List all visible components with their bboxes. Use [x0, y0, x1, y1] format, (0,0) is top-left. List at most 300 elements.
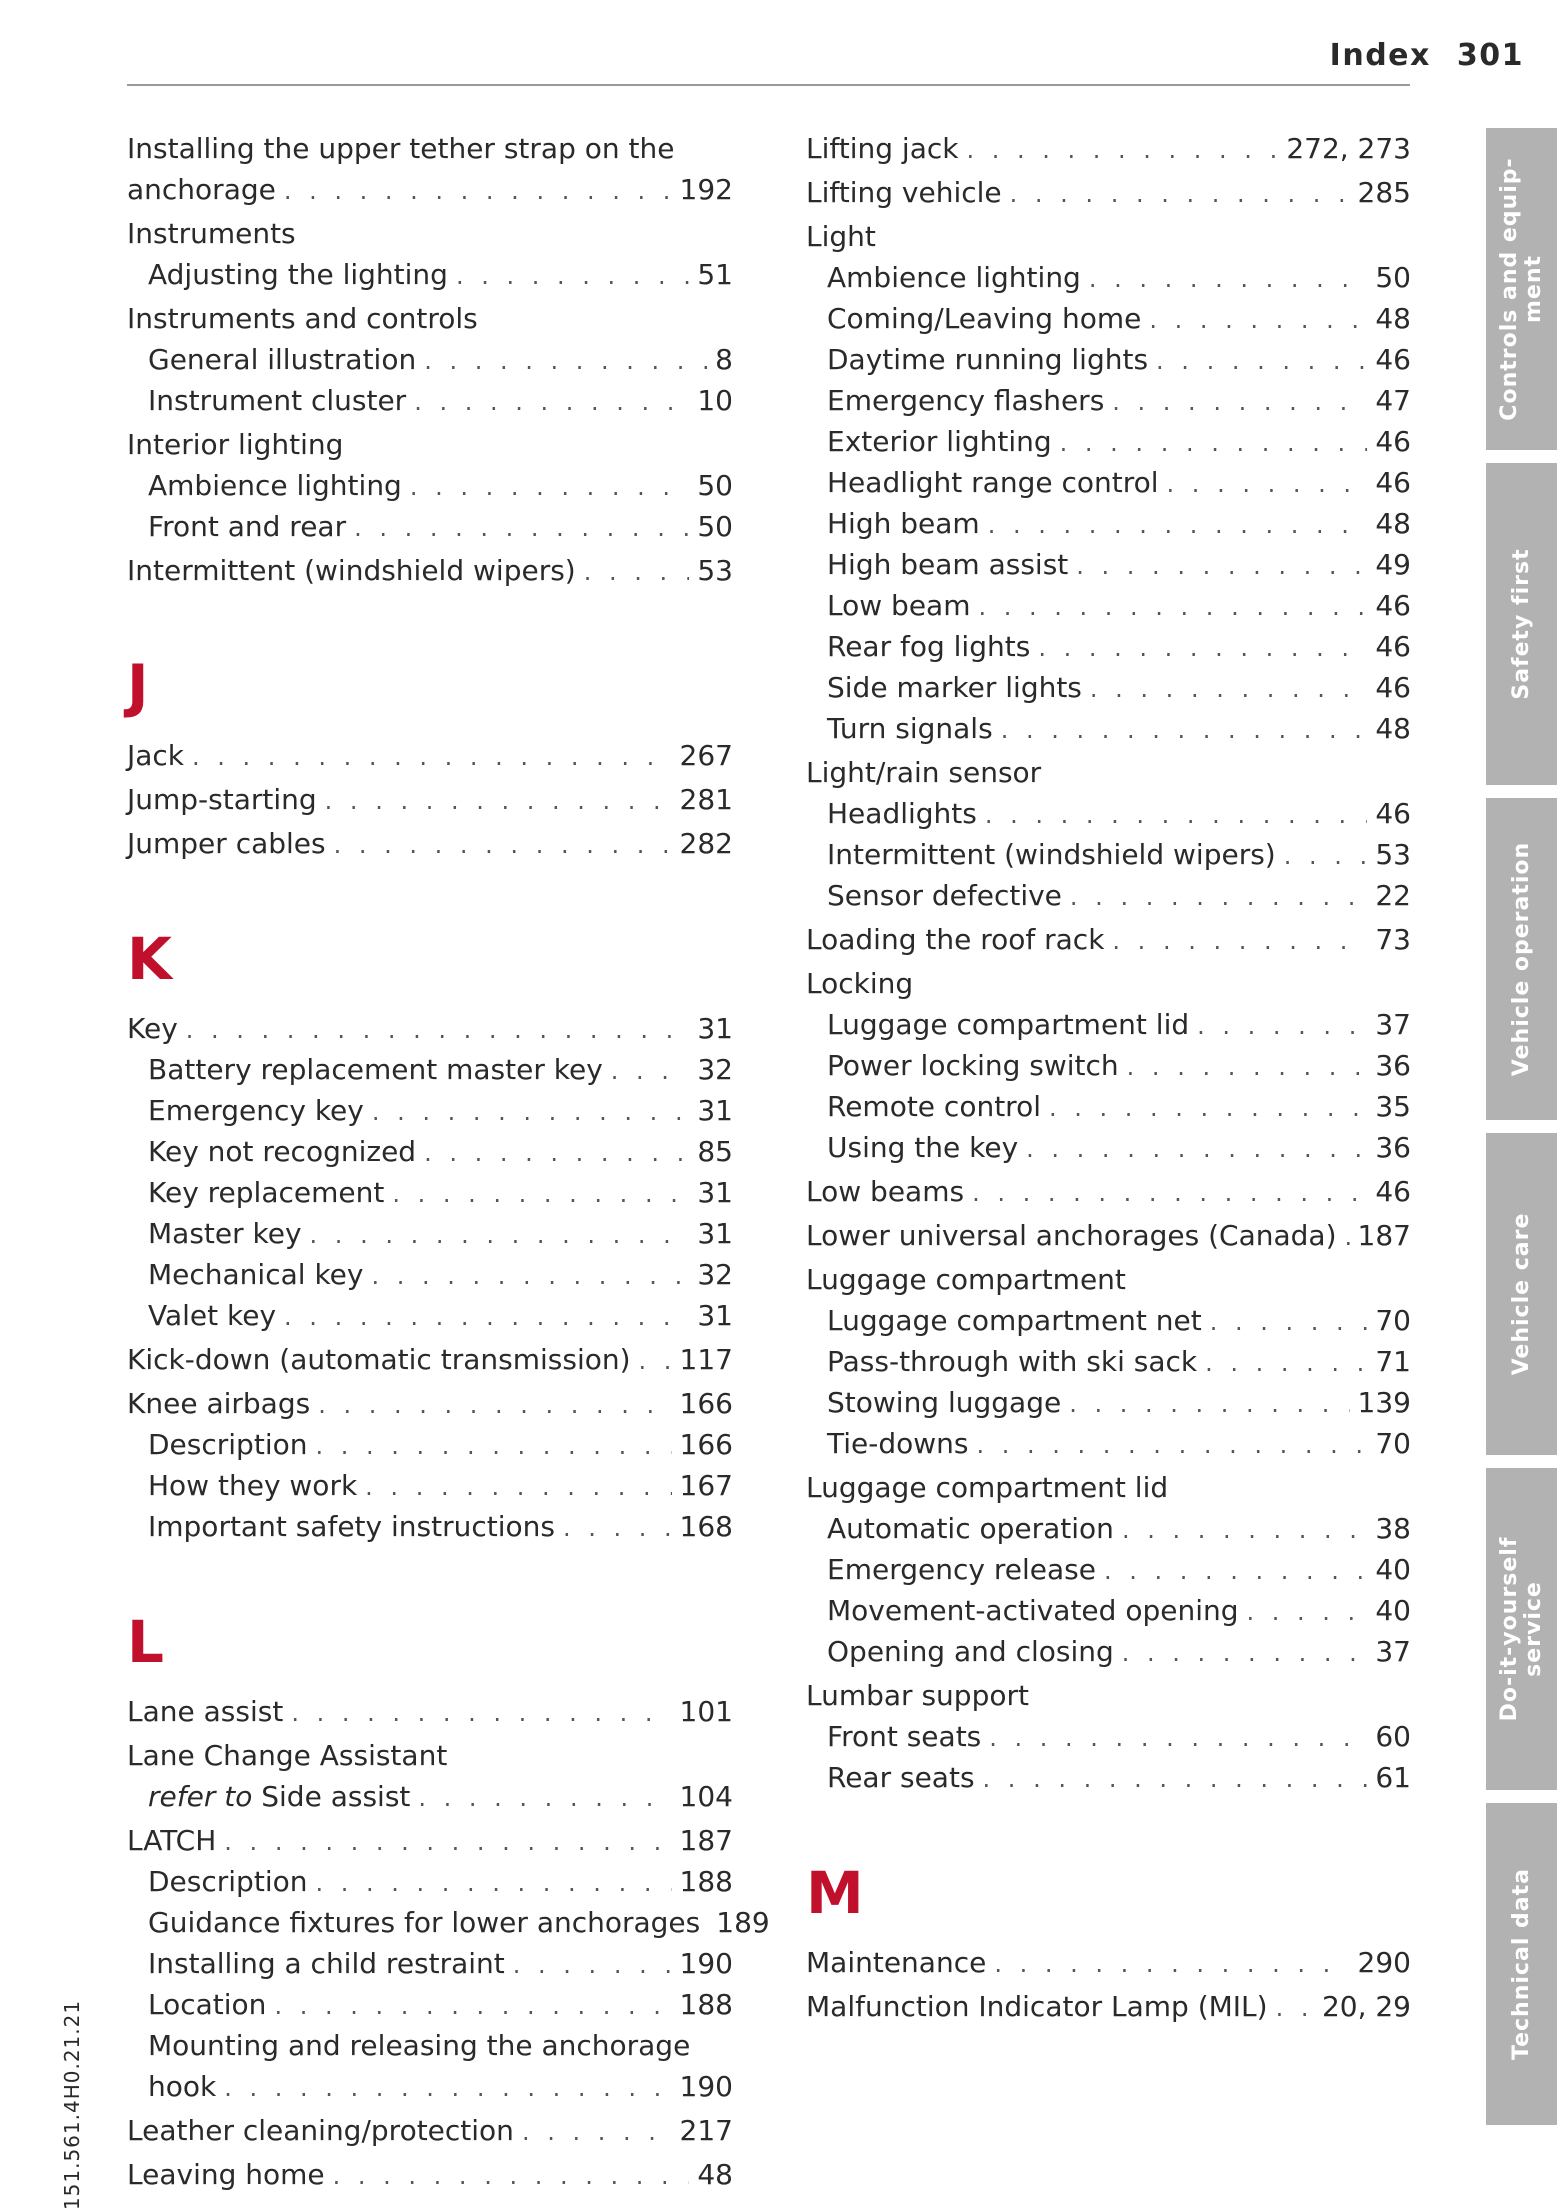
dot-leader	[410, 467, 690, 508]
dot-leader	[333, 2156, 690, 2197]
index-subentry	[806, 544, 1411, 585]
page-reference[interactable]: 285	[1357, 176, 1411, 209]
dot-leader	[372, 1092, 690, 1133]
page-reference[interactable]: 60	[1375, 1720, 1411, 1753]
index-subentry	[127, 1943, 733, 1984]
dot-leader	[1010, 174, 1350, 215]
index-subentry	[127, 1049, 733, 1090]
dot-leader	[1104, 1551, 1367, 1592]
page-reference[interactable]: 35	[1375, 1090, 1411, 1123]
index-entry	[806, 1259, 1411, 1300]
entry-label: Low beam	[827, 589, 971, 622]
entry-label: Intermittent (windshield wipers)	[127, 554, 576, 587]
index-subentry	[127, 1090, 733, 1131]
dot-leader	[186, 1010, 690, 1051]
dot-leader	[1284, 836, 1368, 877]
entry-label: Side marker lights	[827, 671, 1082, 704]
dot-leader	[1038, 628, 1367, 669]
dot-leader	[274, 1986, 671, 2027]
index-subentry	[806, 421, 1411, 462]
entry-label: Power locking switch	[827, 1049, 1119, 1082]
page-reference[interactable]: 290	[1357, 1946, 1411, 1979]
side-tab-label: Technical data	[1508, 1868, 1534, 2060]
index-subentry	[127, 1776, 733, 1817]
entry-label: Turn signals	[827, 712, 993, 745]
entry-label: Guidance fixtures for lower anchorages	[148, 1906, 701, 1939]
dot-leader	[1127, 1047, 1368, 1088]
page-reference[interactable]: 36	[1375, 1049, 1411, 1082]
entry-label: Instruments	[127, 217, 296, 250]
entry-label: Malfunction Indicator Lamp (MIL)	[806, 1990, 1268, 2023]
entry-label: Jumper cables	[127, 827, 326, 860]
entry-label: hook	[148, 2070, 217, 2103]
index-entry	[806, 128, 1411, 169]
page-reference[interactable]: 36	[1375, 1131, 1411, 1164]
entry-label: Rear seats	[827, 1761, 975, 1794]
dot-leader	[1122, 1633, 1368, 1674]
page-reference[interactable]: 190	[679, 2070, 733, 2103]
entry-label: How they work	[148, 1469, 358, 1502]
page-number: 301	[1456, 38, 1524, 73]
index-entry	[127, 1691, 733, 1732]
index-subentry	[806, 875, 1411, 916]
dot-leader	[354, 508, 689, 549]
index-subentry	[806, 708, 1411, 749]
side-tab-diy-service[interactable]	[1486, 1468, 1557, 1790]
page-reference[interactable]: 272, 273	[1286, 132, 1411, 165]
page-reference[interactable]: 37	[1375, 1008, 1411, 1041]
dot-leader	[284, 171, 672, 212]
index-subentry	[127, 1902, 770, 1943]
dot-leader	[1156, 341, 1367, 382]
page-reference[interactable]: 70	[1375, 1304, 1411, 1337]
index-subentry	[806, 503, 1411, 544]
entry-label: Automatic operation	[827, 1512, 1114, 1545]
index-entry	[806, 1942, 1411, 1983]
index-subentry	[806, 298, 1411, 339]
page-reference[interactable]: 166	[679, 1387, 733, 1420]
dot-leader	[1049, 1088, 1367, 1129]
header-rule	[127, 84, 1410, 86]
index-entry	[127, 128, 733, 169]
page-reference[interactable]: 192	[679, 173, 733, 206]
index-subentry	[127, 1984, 733, 2025]
page-reference[interactable]: 71	[1375, 1345, 1411, 1378]
index-entry	[806, 1467, 1411, 1508]
index-entry	[806, 1171, 1411, 1212]
index-subentry	[127, 1506, 733, 1547]
dot-leader	[977, 1425, 1368, 1466]
entry-label: Installing the upper tether strap on the	[127, 132, 675, 165]
entry-label: Intermittent (windshield wipers)	[827, 838, 1276, 871]
page-reference[interactable]: 31	[697, 1299, 733, 1332]
dot-leader	[1276, 1988, 1314, 2029]
dot-leader	[1069, 1384, 1349, 1425]
index-subentry	[806, 626, 1411, 667]
page-reference[interactable]: 46	[1375, 425, 1411, 458]
index-entry	[806, 216, 1411, 257]
page-reference[interactable]: 104	[679, 1780, 733, 1813]
page-reference[interactable]: 31	[697, 1176, 733, 1209]
entry-label: Leather cleaning/protection	[127, 2114, 514, 2147]
side-tab-vehicle-operation[interactable]	[1486, 798, 1557, 1120]
section-letter: K	[127, 925, 172, 993]
index-entry	[806, 963, 1411, 1004]
dot-leader	[392, 1174, 689, 1215]
index-subentry	[806, 1716, 1411, 1757]
entry-label: LATCH	[127, 1824, 217, 1857]
dot-leader	[1205, 1343, 1367, 1384]
index-entry	[127, 779, 733, 820]
entry-label: Stowing luggage	[827, 1386, 1062, 1419]
page-reference[interactable]: 46	[1375, 466, 1411, 499]
index-subentry	[806, 834, 1411, 875]
dot-leader	[1112, 921, 1367, 962]
index-entry	[127, 1008, 733, 1049]
dot-leader	[315, 1863, 671, 1904]
entry-label: Interior lighting	[127, 428, 344, 461]
entry-label: Knee airbags	[127, 1387, 311, 1420]
page-reference[interactable]: 168	[679, 1510, 733, 1543]
page-reference[interactable]: 31	[697, 1217, 733, 1250]
index-entry	[127, 424, 733, 465]
index-subentry	[806, 793, 1411, 834]
side-tab-safety[interactable]	[1486, 463, 1557, 785]
entry-label: Battery replacement master key	[148, 1053, 603, 1086]
entry-text: Side assist	[261, 1780, 411, 1813]
dot-leader	[1060, 423, 1368, 464]
dot-leader	[318, 1385, 671, 1426]
entry-label: Leaving home	[127, 2158, 325, 2191]
dot-leader	[456, 256, 689, 297]
entry-label: Key replacement	[148, 1176, 385, 1209]
entry-label: Opening and closing	[827, 1635, 1114, 1668]
document-code: 151.561.4H0.21.21	[60, 1999, 84, 2210]
page-reference[interactable]: 50	[697, 510, 733, 543]
index-subentry	[806, 1590, 1411, 1631]
dot-leader	[192, 737, 672, 778]
page-reference[interactable]: 48	[1375, 302, 1411, 335]
side-tab-vehicle-care[interactable]	[1486, 1133, 1557, 1455]
side-tab-technical-data[interactable]	[1486, 1803, 1557, 2125]
entry-label: Master key	[148, 1217, 302, 1250]
index-entry	[127, 1383, 733, 1424]
entry-label: Installing a child restraint	[148, 1947, 505, 1980]
dot-leader	[978, 587, 1367, 628]
index-subentry	[806, 1508, 1411, 1549]
index-subentry	[127, 506, 733, 547]
page-reference[interactable]: 188	[679, 1865, 733, 1898]
entry-label: Sensor defective	[827, 879, 1062, 912]
page-reference[interactable]: 20, 29	[1321, 1990, 1411, 2023]
dot-leader	[994, 1944, 1349, 1985]
entry-label: Headlights	[827, 797, 977, 830]
entry-label: Emergency flashers	[827, 384, 1105, 417]
dot-leader	[966, 130, 1278, 171]
index-subentry	[806, 1549, 1411, 1590]
entry-label: Luggage compartment	[806, 1263, 1126, 1296]
entry-label: Valet key	[148, 1299, 277, 1332]
entry-label: Low beams	[806, 1175, 965, 1208]
entry-label: Kick-down (automatic transmission)	[127, 1343, 631, 1376]
index-subentry	[806, 1631, 1411, 1672]
entry-label: Key	[127, 1012, 178, 1045]
page-reference[interactable]: 187	[679, 1824, 733, 1857]
index-subentry	[127, 1295, 733, 1336]
index-entry	[127, 1735, 733, 1776]
entry-label: Front seats	[827, 1720, 982, 1753]
index-entry	[127, 1339, 733, 1380]
entry-label: Instruments and controls	[127, 302, 478, 335]
page-reference[interactable]: 10	[697, 384, 733, 417]
index-subentry	[127, 1131, 733, 1172]
dot-leader	[310, 1215, 690, 1256]
entry-label: Lower universal anchorages (Canada)	[806, 1219, 1337, 1252]
index-entry	[806, 919, 1411, 960]
side-tab-label: Safety first	[1508, 548, 1534, 700]
page-reference[interactable]: 282	[679, 827, 733, 860]
entry-label: Description	[148, 1428, 308, 1461]
page-reference[interactable]: 22	[1375, 879, 1411, 912]
entry-label: Luggage compartment lid	[806, 1471, 1169, 1504]
page-reference[interactable]: 49	[1375, 548, 1411, 581]
index-subentry	[127, 339, 733, 380]
page-reference[interactable]: 166	[679, 1428, 733, 1461]
index-subentry	[127, 380, 733, 421]
side-tab-label: Vehicle care	[1508, 1212, 1534, 1376]
dot-leader	[1076, 546, 1367, 587]
index-entry	[127, 2154, 733, 2195]
side-tab-label: Vehicle operation	[1508, 841, 1534, 1077]
page-reference[interactable]: 48	[1375, 712, 1411, 745]
page-reference[interactable]: 51	[697, 258, 733, 291]
page-reference[interactable]: 73	[1375, 923, 1411, 956]
header-title: Index	[1329, 38, 1431, 73]
entry-label: Adjusting the lighting	[148, 258, 448, 291]
page-reference[interactable]: 46	[1375, 671, 1411, 704]
page-reference[interactable]: 46	[1375, 1175, 1411, 1208]
page-reference[interactable]: 31	[697, 1094, 733, 1127]
dot-leader	[1112, 382, 1367, 423]
page-reference[interactable]: 47	[1375, 384, 1411, 417]
entry-label: Key not recognized	[148, 1135, 417, 1168]
dot-leader	[563, 1508, 672, 1549]
page-reference[interactable]: 46	[1375, 589, 1411, 622]
index-column-right	[806, 125, 1411, 2027]
dot-leader	[989, 1718, 1367, 1759]
page-header	[127, 38, 1524, 73]
index-entry	[127, 735, 733, 776]
page-reference[interactable]: 53	[697, 554, 733, 587]
page-reference[interactable]: 85	[697, 1135, 733, 1168]
dot-leader	[972, 1173, 1367, 1214]
dot-leader	[988, 505, 1368, 546]
entry-label: Ambience lighting	[148, 469, 402, 502]
dot-leader	[1089, 259, 1368, 300]
entry-label: Coming/Leaving home	[827, 302, 1142, 335]
page-reference[interactable]: 117	[679, 1343, 733, 1376]
index-subentry	[806, 1757, 1411, 1798]
dot-leader	[639, 1341, 672, 1382]
index-subentry	[127, 1861, 733, 1902]
page-reference[interactable]: 190	[679, 1947, 733, 1980]
page-reference[interactable]: 53	[1375, 838, 1411, 871]
entry-label: Light/rain sensor	[806, 756, 1042, 789]
dot-leader	[371, 1256, 689, 1297]
index-subentry	[806, 1341, 1411, 1382]
dot-leader	[611, 1051, 690, 1092]
index-subentry	[806, 585, 1411, 626]
entry-label: Emergency release	[827, 1553, 1096, 1586]
entry-label: Headlight range control	[827, 466, 1159, 499]
dot-leader	[1090, 669, 1367, 710]
index-subentry	[806, 1086, 1411, 1127]
index-entry	[127, 2110, 733, 2151]
entry-label: Ambience lighting	[827, 261, 1081, 294]
page-reference[interactable]: 8	[715, 343, 733, 376]
page-reference[interactable]: 101	[679, 1695, 733, 1728]
page-reference[interactable]: 48	[1375, 507, 1411, 540]
index-subentry	[806, 1300, 1411, 1341]
entry-label: Pass-through with ski sack	[827, 1345, 1198, 1378]
entry-label: Lane Change Assistant	[127, 1739, 448, 1772]
entry-label: Lifting vehicle	[806, 176, 1002, 209]
entry-label: anchorage	[127, 173, 276, 206]
entry-label: Exterior lighting	[827, 425, 1052, 458]
page-reference[interactable]: 187	[1357, 1219, 1411, 1252]
entry-label: Mechanical key	[148, 1258, 364, 1291]
index-entry	[806, 172, 1411, 213]
index-subentry	[806, 1004, 1411, 1045]
dot-leader	[414, 382, 689, 423]
entry-label: High beam assist	[827, 548, 1069, 581]
page-reference[interactable]: 40	[1375, 1594, 1411, 1627]
page-reference[interactable]: 46	[1375, 797, 1411, 830]
index-subentry	[127, 1213, 733, 1254]
page-reference[interactable]: 61	[1375, 1761, 1411, 1794]
page-reference[interactable]: 70	[1375, 1427, 1411, 1460]
entry-label: Emergency key	[148, 1094, 364, 1127]
page-reference[interactable]: 46	[1375, 630, 1411, 663]
entry-label: Daytime running lights	[827, 343, 1149, 376]
dot-leader	[418, 1778, 671, 1819]
index-subentry	[806, 1127, 1411, 1168]
page-reference[interactable]: 189	[716, 1906, 770, 1939]
index-entry	[127, 213, 733, 254]
entry-label: Remote control	[827, 1090, 1041, 1123]
dot-leader	[365, 1467, 671, 1508]
index-subentry	[806, 1045, 1411, 1086]
page-reference[interactable]: 32	[697, 1053, 733, 1086]
entry-label: Light	[806, 220, 876, 253]
entry-label: Jump-starting	[127, 783, 317, 816]
page-reference[interactable]: 267	[679, 739, 733, 772]
side-tab-controls[interactable]	[1486, 128, 1557, 450]
entry-label: Locking	[806, 967, 914, 1000]
entry-label: Luggage compartment lid	[827, 1008, 1190, 1041]
dot-leader	[522, 2112, 672, 2153]
entry-label	[148, 1776, 410, 1817]
dot-leader	[1197, 1006, 1367, 1047]
index-entry	[127, 550, 733, 591]
dot-leader	[1122, 1510, 1367, 1551]
section-letter: M	[806, 1859, 864, 1927]
dot-leader	[1149, 300, 1367, 341]
entry-label: Tie-downs	[827, 1427, 969, 1460]
page-reference[interactable]: 217	[679, 2114, 733, 2147]
entry-label: Location	[148, 1988, 267, 2021]
entry-label: Loading the roof rack	[806, 923, 1105, 956]
index-entry	[127, 1820, 733, 1861]
entry-label: Front and rear	[148, 510, 347, 543]
page-reference[interactable]: 40	[1375, 1553, 1411, 1586]
page-reference[interactable]: 50	[697, 469, 733, 502]
page-reference[interactable]: 32	[697, 1258, 733, 1291]
page-reference[interactable]: 281	[679, 783, 733, 816]
entry-label: Maintenance	[806, 1946, 987, 1979]
page-reference[interactable]: 38	[1375, 1512, 1411, 1545]
dot-leader	[224, 1822, 671, 1863]
index-entry	[127, 298, 733, 339]
side-tab-label: Do-it-yourself service	[1496, 1536, 1546, 1722]
dot-leader	[983, 1759, 1368, 1800]
page-reference[interactable]: 139	[1357, 1386, 1411, 1419]
entry-label: Important safety instructions	[148, 1510, 555, 1543]
entry-label: Luggage compartment net	[827, 1304, 1202, 1337]
page-reference[interactable]: 167	[679, 1469, 733, 1502]
entry-prefix: refer to	[148, 1780, 253, 1813]
index-subentry	[127, 254, 733, 295]
entry-label: Lane assist	[127, 1695, 284, 1728]
index-subentry	[127, 1172, 733, 1213]
page-reference[interactable]: 188	[679, 1988, 733, 2021]
page-reference[interactable]: 46	[1375, 343, 1411, 376]
index-subentry	[127, 1465, 733, 1506]
entry-label: Description	[148, 1865, 308, 1898]
index-subentry	[806, 667, 1411, 708]
page-reference[interactable]: 50	[1375, 261, 1411, 294]
page-reference[interactable]: 31	[697, 1012, 733, 1045]
index-column-left	[127, 125, 770, 2195]
dot-leader	[284, 1297, 689, 1338]
index-subentry	[806, 339, 1411, 380]
dot-leader	[985, 795, 1368, 836]
entry-label: General illustration	[148, 343, 417, 376]
index-subentry	[127, 2066, 733, 2107]
entry-label: Rear fog lights	[827, 630, 1031, 663]
index-entry	[127, 823, 733, 864]
dot-leader	[334, 825, 672, 866]
dot-leader	[224, 2068, 671, 2109]
dot-leader	[424, 341, 707, 382]
entry-label: Instrument cluster	[148, 384, 407, 417]
index-subentry	[806, 257, 1411, 298]
index-entry	[806, 752, 1411, 793]
index-subentry	[127, 1254, 733, 1295]
index-subentry	[127, 1424, 733, 1465]
index-entry	[806, 1986, 1411, 2027]
page-reference[interactable]: 37	[1375, 1635, 1411, 1668]
side-tab-label: Controls and equip- ment	[1496, 157, 1546, 421]
dot-leader	[1247, 1592, 1368, 1633]
dot-leader	[1026, 1129, 1367, 1170]
dot-leader	[513, 1945, 672, 1986]
page-reference[interactable]: 48	[697, 2158, 733, 2191]
dot-leader	[1345, 1217, 1350, 1258]
entry-label: Using the key	[827, 1131, 1019, 1164]
entry-label: Movement-activated opening	[827, 1594, 1239, 1627]
entry-label: Jack	[127, 739, 185, 772]
